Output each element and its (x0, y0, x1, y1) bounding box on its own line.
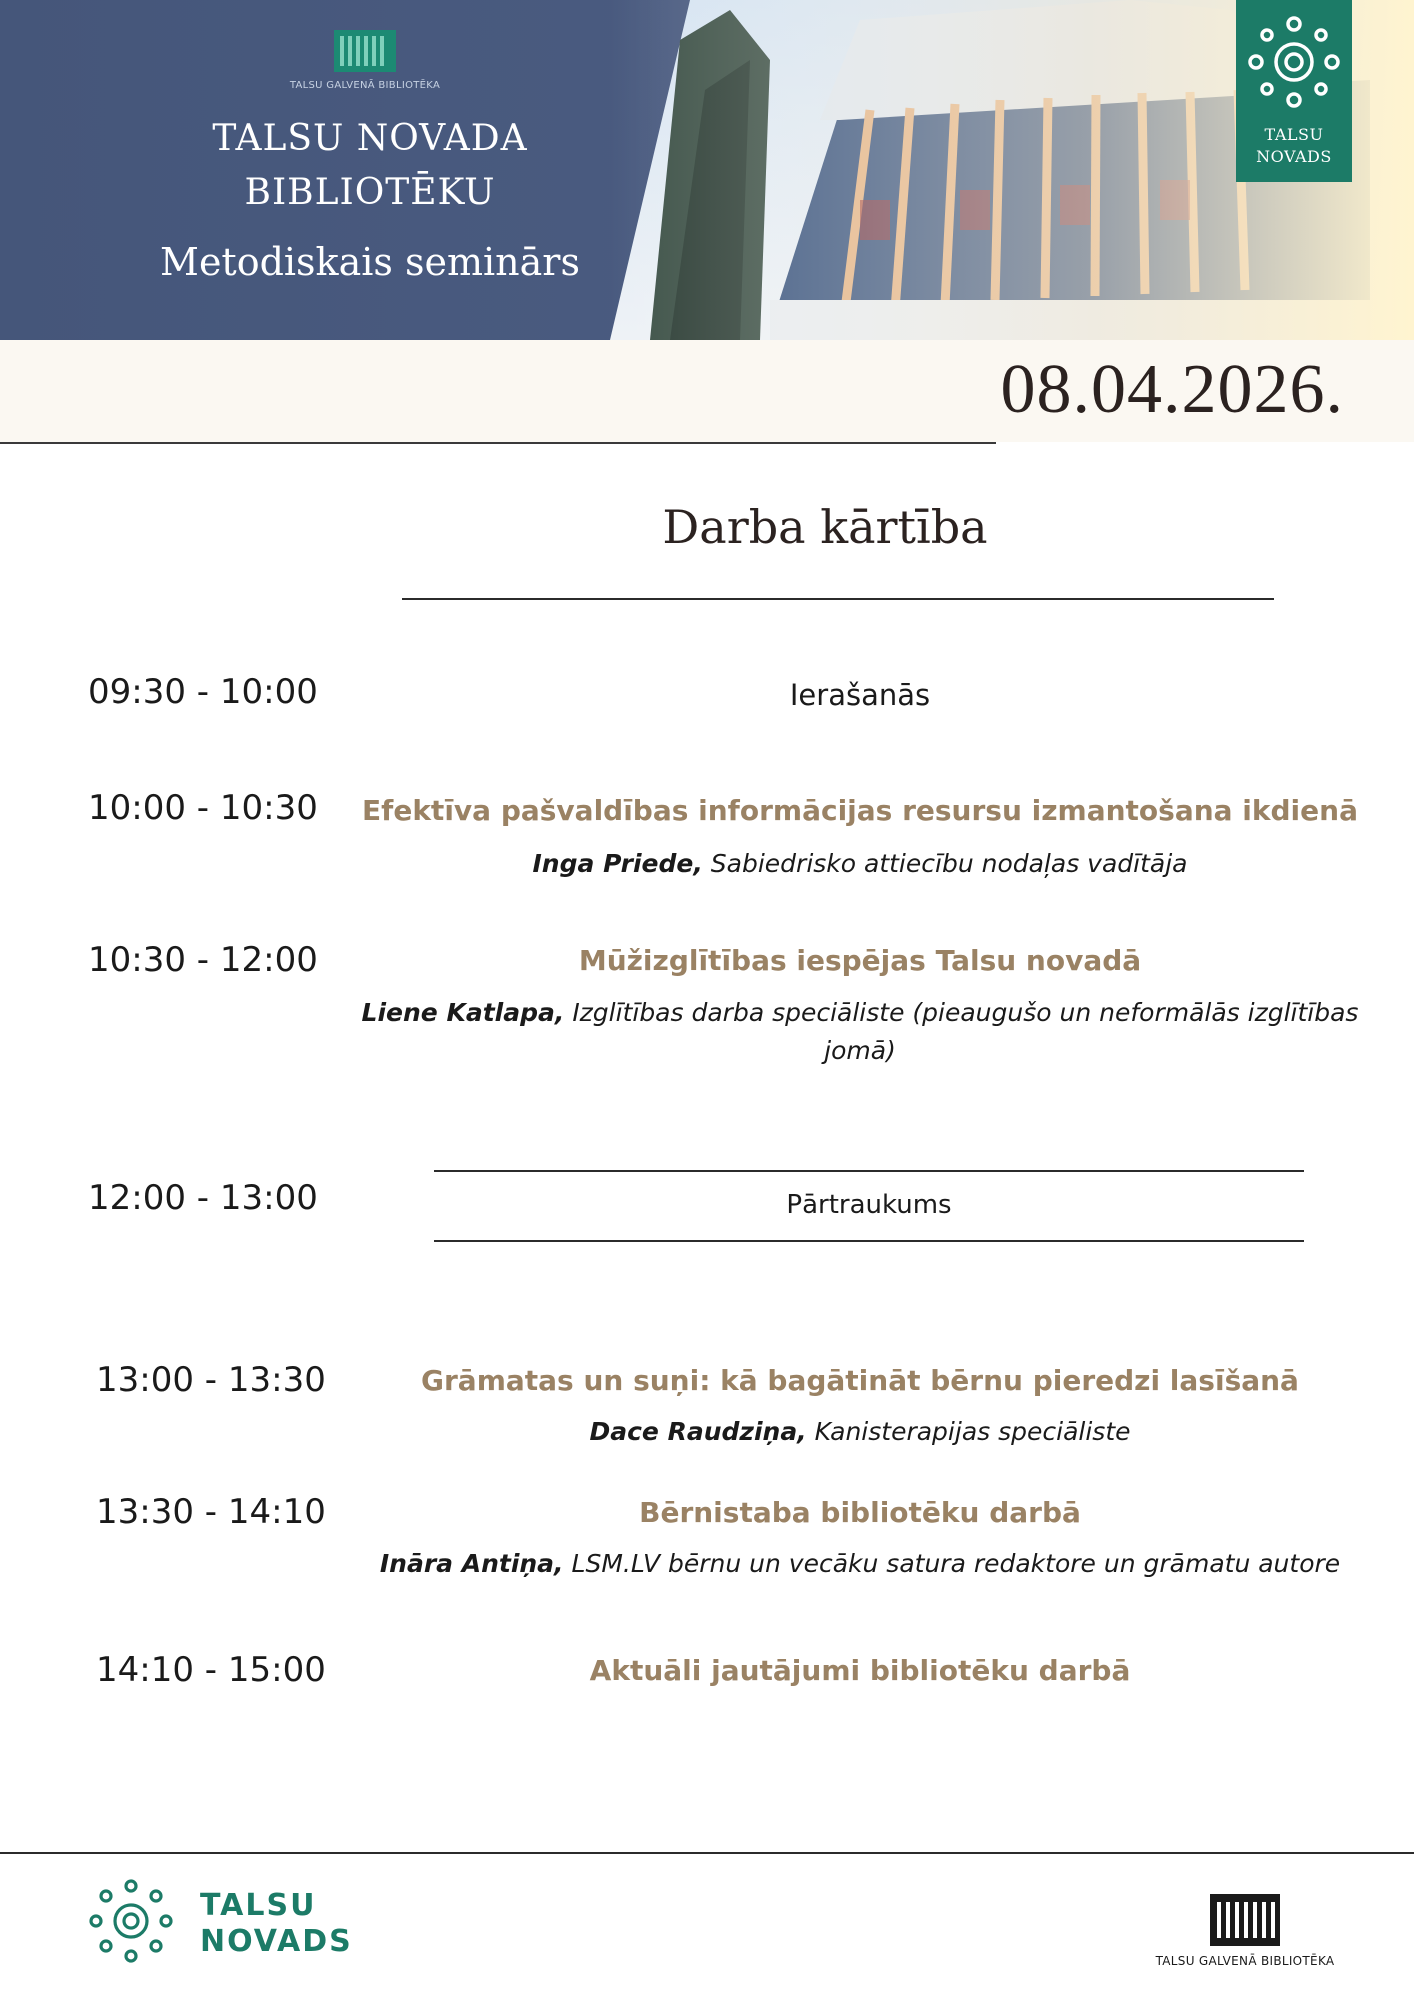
speaker-role-continued: jomā) (824, 1036, 896, 1065)
badge-line2: NOVADS (1256, 147, 1332, 166)
speaker-role: LSM.LV bērnu un vecāku satura redaktore un grāmatu autore (571, 1549, 1341, 1578)
speaker-name: Liene Katlapa, (361, 998, 565, 1027)
event-date: 08.04.2026. (1000, 351, 1344, 428)
speaker-name: Dace Raudziņa, (589, 1417, 807, 1446)
agenda-item-label: Ierašanās (789, 678, 931, 712)
agenda-title: Darba kārtība (662, 500, 988, 554)
speaker-role: Sabiedrisko attiecību nodaļas vadītāja (710, 849, 1188, 878)
library-logo-icon (1208, 1892, 1282, 1948)
agenda-speaker (360, 845, 1360, 883)
agenda-time: 12:00 - 13:00 (88, 1178, 318, 1218)
divider (0, 442, 996, 444)
speaker-name: Ināra Antiņa, (379, 1549, 564, 1578)
agenda-time: 10:00 - 10:30 (88, 788, 318, 828)
agenda-speaker (360, 1413, 1360, 1451)
footer-novads-wordmark (200, 1888, 353, 1960)
agenda-topic: Grāmatas un suņi: kā bagātināt bērnu pieredzi lasīšanā (421, 1364, 1299, 1397)
page-subtitle: Metodiskais seminārs (160, 240, 580, 284)
footer-divider (0, 1852, 1414, 1854)
agenda-time: 09:30 - 10:00 (88, 672, 318, 712)
divider (402, 598, 1274, 600)
agenda-time: 10:30 - 12:00 (88, 940, 318, 980)
footer-novads-line2: NOVADS (200, 1924, 353, 1959)
agenda-time: 14:10 - 15:00 (96, 1650, 326, 1690)
break-label: Pārtraukums (786, 1190, 952, 1220)
agenda-speaker (360, 1545, 1360, 1583)
novads-ornament-icon (86, 1876, 176, 1966)
novads-ornament-icon (1236, 0, 1352, 120)
footer-library-name: TALSU GALVENĀ BIBLIOTĒKA (1155, 1954, 1335, 1968)
speaker-name: Inga Priede, (532, 849, 703, 878)
speaker-role: Kanisterapijas speciāliste (814, 1417, 1131, 1446)
agenda-topic: Efektīva pašvaldības informācijas resursu izmantošana ikdienā (362, 794, 1358, 827)
agenda-speaker (360, 994, 1360, 1070)
agenda-topic: Bērnistaba bibliotēku darbā (639, 1496, 1081, 1529)
page-title-line2: BIBLIOTĒKU (244, 172, 496, 213)
agenda-topic: Aktuāli jautājumi bibliotēku darbā (589, 1654, 1131, 1687)
footer-novads-line1: TALSU (200, 1888, 317, 1923)
agenda-topic: Mūžizglītības iespējas Talsu novadā (578, 944, 1142, 977)
speaker-role: Izglītības darba speciāliste (pieaugušo un neformālās izglītības (572, 998, 1359, 1027)
library-logo-icon (330, 28, 400, 74)
badge-line1: TALSU (1264, 125, 1324, 144)
divider (434, 1170, 1304, 1172)
talsu-novads-badge (1236, 0, 1352, 182)
library-name: TALSU GALVENĀ BIBLIOTĒKA (289, 80, 441, 91)
agenda-time: 13:00 - 13:30 (96, 1360, 326, 1400)
divider (434, 1240, 1304, 1242)
agenda-time: 13:30 - 14:10 (96, 1492, 326, 1532)
page-title-line1: TALSU NOVADA (212, 118, 528, 159)
